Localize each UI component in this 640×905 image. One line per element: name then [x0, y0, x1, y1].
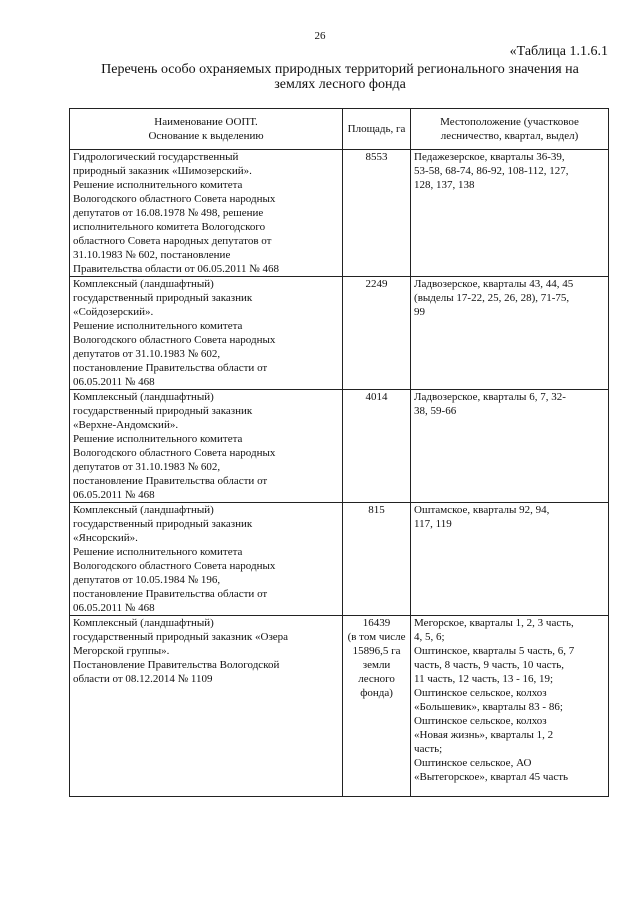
table-row [70, 277, 609, 390]
header-line: Местоположение (участковое [440, 116, 579, 128]
cell-location [411, 390, 609, 503]
title-line: землях лесного фонда [274, 77, 406, 92]
cell-line: исполнительного комитета Вологодского [73, 221, 266, 233]
cell-name [70, 277, 343, 390]
table-header-row [70, 109, 609, 150]
cell-line: 16439 [362, 617, 391, 629]
cell-line: Ладвозерское, кварталы 43, 44, 45 [414, 278, 574, 290]
table-row [70, 390, 609, 503]
cell-line: 53-58, 68-74, 86-92, 108-112, 127, [414, 165, 569, 177]
cell-line: Решение исполнительного комитета [73, 179, 243, 191]
cell-line: «Янсорский». [73, 532, 138, 544]
cell-line: Вологодского областного Совета народных [73, 334, 276, 346]
header-line: Площадь, га [347, 123, 406, 135]
cell-line: Комплексный (ландшафтный) [73, 391, 214, 403]
cell-line: Комплексный (ландшафтный) [73, 617, 214, 629]
cell-name [70, 616, 343, 797]
cell-line: депутатов от 31.10.1983 № 602, [73, 461, 221, 473]
cell-name [70, 150, 343, 277]
cell-line: 4, 5, 6; [414, 631, 445, 643]
cell-line: «Сойдозерский». [73, 306, 154, 318]
cell-line: Решение исполнительного комитета [73, 433, 243, 445]
cell-line: 815 [368, 504, 385, 516]
cell-line: государственный природный заказник [73, 405, 253, 417]
cell-line: Оштинское, кварталы 5 часть, 6, 7 [414, 645, 575, 657]
cell-line: Гидрологический государственный [73, 151, 239, 163]
table-label: «Таблица 1.1.6.1 [509, 44, 608, 59]
cell-line: 38, 59-66 [414, 405, 457, 417]
cell-line: 06.05.2011 № 468 [73, 376, 155, 388]
cell-line: «Верхне-Андомский». [73, 419, 179, 431]
header-line: Наименование ООПТ. [154, 116, 258, 128]
cell-name [70, 503, 343, 616]
cell-line: Оштинское сельское, АО [414, 757, 532, 769]
cell-area [343, 390, 411, 503]
cell-line: природный заказник «Шимозерский». [73, 165, 252, 177]
cell-line: 06.05.2011 № 468 [73, 489, 155, 501]
cell-name [70, 390, 343, 503]
cell-line: 128, 137, 138 [414, 179, 475, 191]
cell-line: постановление Правительства области от [73, 588, 268, 600]
cell-line: 31.10.1983 № 602, постановление [73, 249, 231, 261]
cell-line: депутатов от 10.05.1984 № 196, [73, 574, 221, 586]
table-row [70, 150, 609, 277]
table-row [70, 616, 609, 797]
cell-line: Педажезерское, кварталы 36-39, [414, 151, 565, 163]
cell-location [411, 150, 609, 277]
cell-line: Мегорское, кварталы 1, 2, 3 часть, [414, 617, 574, 629]
header-line: лесничество, квартал, выдел) [440, 130, 579, 142]
cell-line: 117, 119 [414, 518, 452, 530]
cell-line: Оштинское сельское, колхоз [414, 715, 547, 727]
cell-line: (в том числе [347, 631, 406, 643]
cell-line: часть, 8 часть, 9 часть, 10 часть, [414, 659, 565, 671]
cell-area [343, 150, 411, 277]
cell-line: областного Совета народных депутатов от [73, 235, 272, 247]
title-line: Перечень особо охраняемых природных территорий регионального значения на [101, 62, 579, 77]
cell-line: 8553 [365, 151, 388, 163]
table-row [70, 503, 609, 616]
cell-line: Вологодского областного Совета народных [73, 447, 276, 459]
cell-location [411, 503, 609, 616]
cell-line: Ладвозерское, кварталы 6, 7, 32- [414, 391, 566, 403]
cell-line: (выделы 17-22, 25, 26, 28), 71-75, [414, 292, 570, 304]
cell-location [411, 616, 609, 797]
cell-line: часть; [414, 743, 443, 755]
cell-line: Комплексный (ландшафтный) [73, 278, 214, 290]
cell-line: 4014 [365, 391, 388, 403]
header-name [70, 109, 343, 150]
cell-line: Решение исполнительного комитета [73, 320, 243, 332]
cell-line: Вологодского областного Совета народных [73, 560, 276, 572]
cell-line: Вологодского областного Совета народных [73, 193, 276, 205]
cell-line: области от 08.12.2014 № 1109 [73, 673, 213, 685]
cell-line: земли [362, 659, 391, 671]
cell-line: депутатов от 31.10.1983 № 602, [73, 348, 221, 360]
cell-location [411, 277, 609, 390]
cell-line: «Большевик», кварталы 83 - 86; [414, 701, 563, 713]
cell-line: Постановление Правительства Вологодской [73, 659, 280, 671]
cell-line: постановление Правительства области от [73, 362, 268, 374]
cell-line: 15896,5 га [352, 645, 401, 657]
cell-line: 2249 [365, 278, 388, 290]
page-number: 26 [314, 30, 326, 42]
cell-line: постановление Правительства области от [73, 475, 268, 487]
cell-line: Оштинское сельское, колхоз [414, 687, 547, 699]
cell-line: 99 [414, 306, 426, 318]
cell-line: Решение исполнительного комитета [73, 546, 243, 558]
cell-line: «Новая жизнь», кварталы 1, 2 [414, 729, 554, 741]
protected-areas-table [69, 108, 609, 797]
cell-line: Комплексный (ландшафтный) [73, 504, 214, 516]
cell-area [343, 503, 411, 616]
cell-line: Мегорской группы». [73, 645, 170, 657]
cell-area [343, 277, 411, 390]
header-line: Основание к выделению [148, 130, 264, 142]
cell-line: фонда) [360, 687, 393, 699]
cell-line: лесного [358, 673, 395, 685]
header-location [411, 109, 609, 150]
cell-area [343, 616, 411, 797]
cell-line: 06.05.2011 № 468 [73, 602, 155, 614]
cell-line: Оштамское, кварталы 92, 94, [414, 504, 550, 516]
document-title [60, 62, 620, 92]
cell-line: государственный природный заказник «Озера [73, 631, 289, 643]
cell-line: депутатов от 16.08.1978 № 498, решение [73, 207, 264, 219]
header-area [343, 109, 411, 150]
table-body [70, 150, 609, 797]
cell-line: государственный природный заказник [73, 518, 253, 530]
cell-line: «Вытегорское», квартал 45 часть [414, 771, 569, 783]
cell-line: 11 часть, 12 часть, 13 - 16, 19; [414, 673, 554, 685]
cell-line: Правительства области от 06.05.2011 № 468 [73, 263, 279, 275]
cell-line: государственный природный заказник [73, 292, 253, 304]
